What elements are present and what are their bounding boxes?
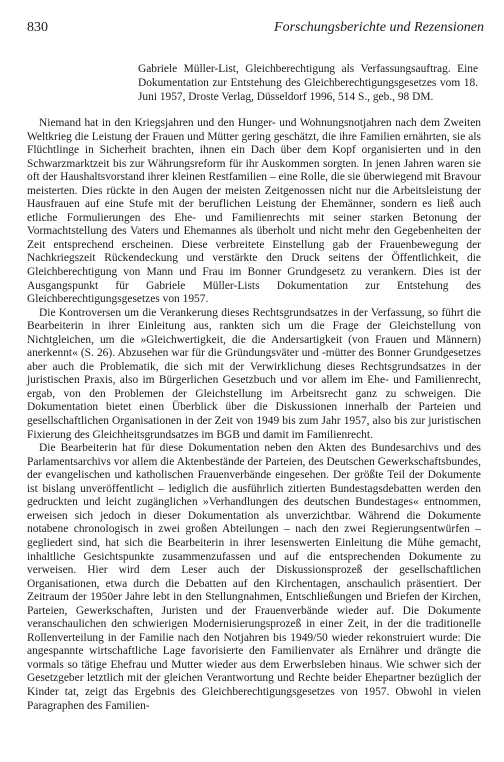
running-title: Forschungsberichte und Rezensionen <box>274 20 484 35</box>
paragraph: Die Kontroversen um die Verankerung dieses Rechtsgrundsatzes in der Verfassung, so führt die Bearbeiterin in ihrer Einleitung aus, rankten sich um die Frage der Gleichstellung von Nichtgleichen, um die »Gleichwertigkeit, die die Andersartigkeit (von Frauen und Männern) anerkennt« (S. 26). Abzusehen war für die Gründungsväter und -mütter des Bonner Grundgesetzes aber auch die Problematik, die sich mit der Verwirklichung dieses Rechtsgrundsatzes in der juristischen Praxis, also im Bürgerlichen Gesetzbuch und vor allem im Ehe- und Familienrecht, ergab, von den Problemen der Gleichstellung im Arbeitsrecht ganz zu schweigen. Die Dokumentation bietet einen Überblick über die Diskussionen innerhalb der Parteien und gesellschaftlichen Organisationen in der Zeit von 1949 bis zum Jahr 1957, also bis zur juristischen Fixierung des Gleichheitsgrundsatzes im BGB und damit im Familienrecht. <box>27 306 481 441</box>
review-body <box>27 117 481 713</box>
book-citation: Gabriele Müller-List, Gleichberechtigung als Verfassungsauftrag. Eine Dokumentation zur Entstehung des Gleichberechtigungsgesetzes vom 18. Juni 1957, Droste Verlag, Düsseldorf 1996, 514 S., geb., 98 DM. <box>138 63 478 104</box>
page-number: 830 <box>27 20 48 35</box>
paragraph: Die Bearbeiterin hat für diese Dokumentation neben den Akten des Bundesarchivs und des Parlamentsarchivs vor allem die Aktenbestände der Parteien, des Deutschen Gewerkschaftsbundes, der evangelischen und katholischen Frauenverbände eingesehen. Der größte Teil der Dokumente ist bislang unveröffentlicht – lediglich die ausführlich zitierten Bundestagsdebatten werden den gedruckten und leicht zugänglichen »Verhandlungen des deutschen Bundestages« entnommen, erweisen sich jedoch in dieser Dokumentation als unverzichtbar. Während die Dokumente notabene chronologisch in zwei großen Abteilungen – nach den zwei Regierungsentwürfen – gegliedert sind, hat sich die Bearbeiterin in ihrer lesenswerten Einleitung die Mühe gemacht, inhaltliche Gesichtspunkte zusammenzufassen und auf die entsprechenden Dokumente zu verweisen. Hier wird dem Leser auch der Diskussionsprozeß der gesellschaftlichen Organisationen, etwa durch die Debatten auf den Kirchentagen, anschaulich präsentiert. Der Zeitraum der 1950er Jahre lebt in den Stellungnahmen, Entschließungen und Briefen der Kirchen, Parteien, Gewerkschaften, Juristen und der Frauenverbände wieder auf. Die Dokumente veranschaulichen den schwierigen Modernisierungsprozeß in einer Zeit, in der die traditionelle Rollenverteilung in der Familie nach den Notjahren bis 1949/50 wieder rekonstruiert wurde: Die angespannte wirtschaftliche Lage favorisierte den Familienvater als Ernährer und drängte die vormals so tätige Ehefrau und Mutter wieder aus dem Erwerbsleben hinaus. Wie schwer sich der Gesetzgeber letztlich mit der gleichen Verantwortung und Rechte beider Ehepartner bezüglich der Kinder tat, zeigt das Ergebnis des Gleichberechtigungsgesetzes von 1957. Obwohl in vielen Paragraphen des Familien- <box>27 442 481 712</box>
page-header <box>27 20 484 40</box>
paragraph: Niemand hat in den Kriegsjahren und den Hunger- und Wohnungsnotjahren nach dem Zweiten Weltkrieg die Leistung der Frauen und Mütter gering geschätzt, die ihre Familien ernährten, sie als Flüchtlinge in Sicherheit brachten, ihnen ein Dach über dem Kopf organisierten und in den Schwarzmarktzeit bis zur Währungsreform für ihr Auskommen sorgten. In jenen Jahren waren sie oft der Haushaltsvorstand ihrer kleinen Restfamilien – eine Rolle, die sie überwiegend mit Bravour meisterten. Dies rückte in den Augen der meisten Zeitgenossen nicht nur die Arbeitsleistung der Hausfrauen auf eine Stufe mit der beruflichen Leistung der Ehemänner, sondern es ließ auch etliche Formulierungen des Ehe- und Familienrechts mit seiner starken Betonung der Vormachtstellung des Vaters und Ehemannes als überholt und nicht mehr den Gegebenheiten der Zeit entsprechend erscheinen. Diese verbreitete Einstellung gab der Frauenbewegung der Nachkriegszeit Rückendeckung und verstärkte den Druck seitens der Öffentlichkeit, die Gleichberechtigung von Mann und Frau im Bonner Grundgesetz zu verankern. Dies ist der Ausgangspunkt für Gabriele Müller-Lists Dokumentation zur Entstehung des Gleichberechtigungsgesetzes von 1957. <box>27 117 481 306</box>
